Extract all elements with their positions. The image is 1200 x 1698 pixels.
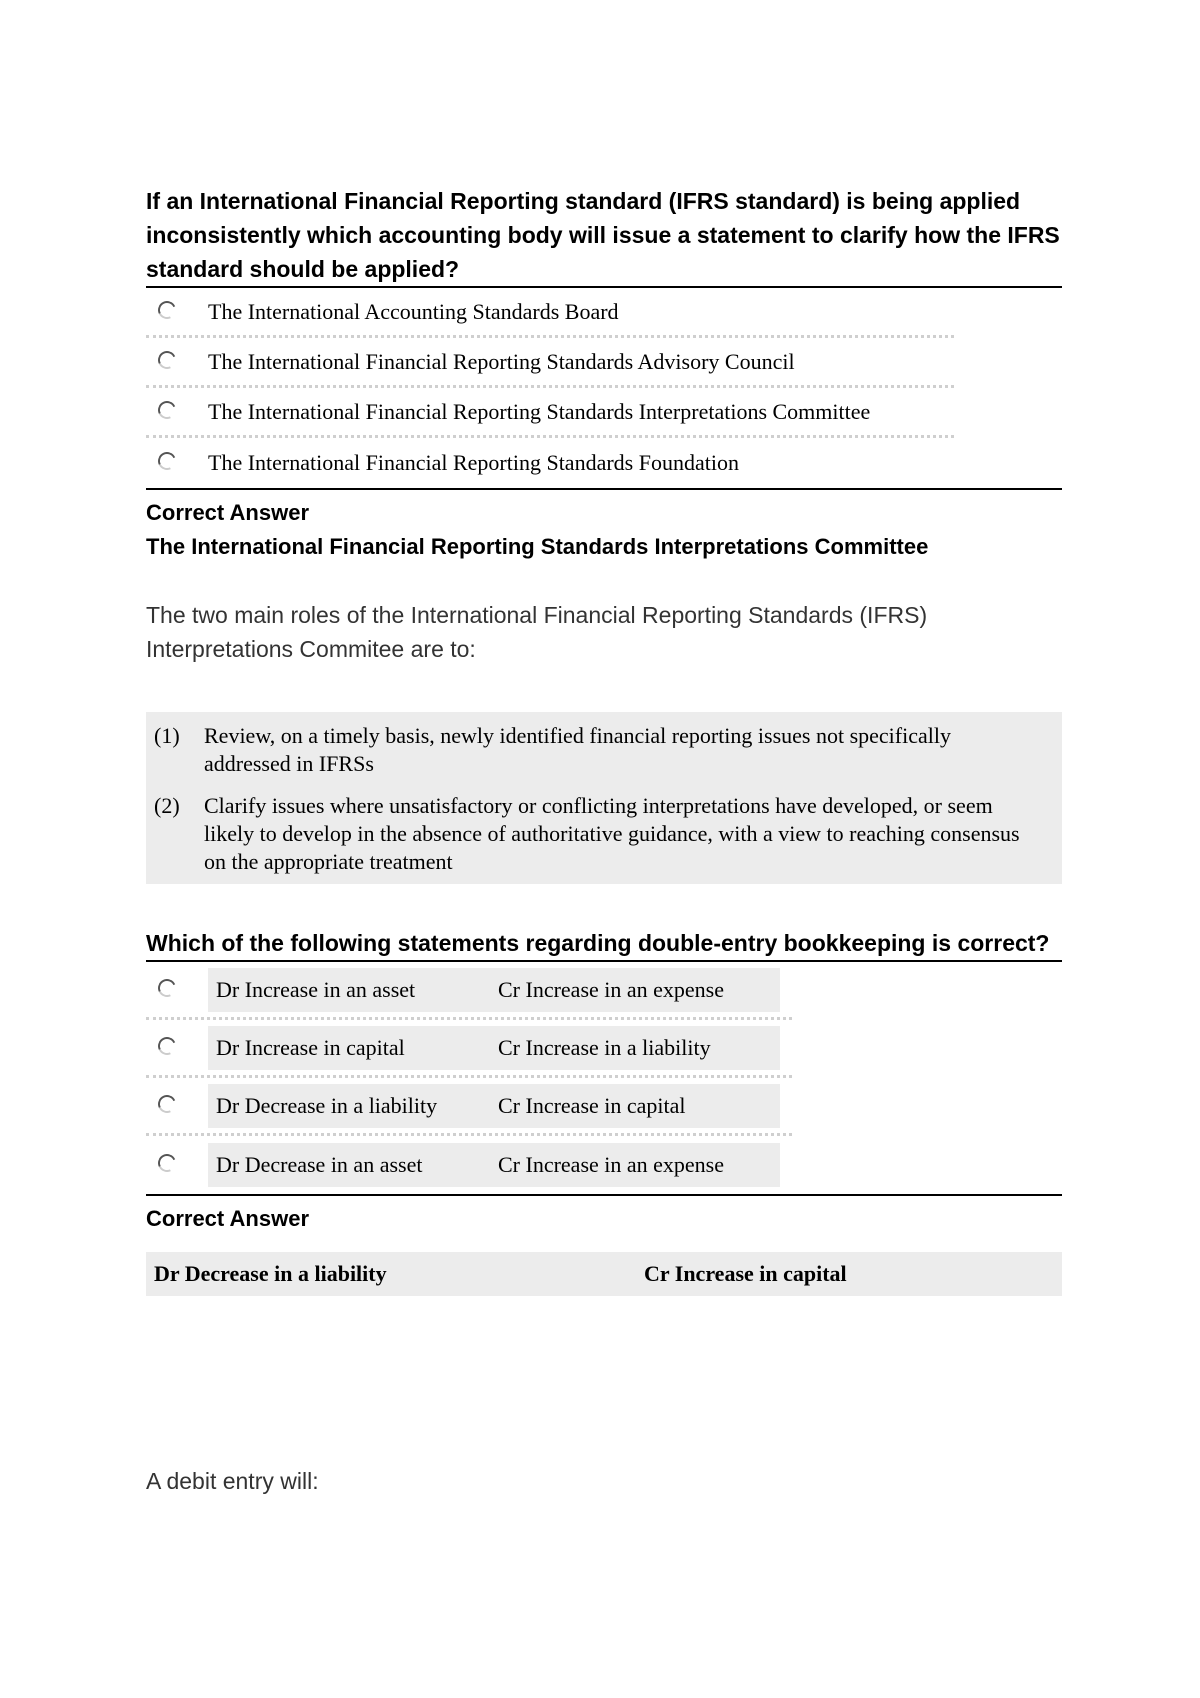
credit-text: Cr Increase in an expense <box>498 976 725 1002</box>
correct-answer-label: Correct Answer <box>146 500 310 525</box>
roles-box <box>146 712 1062 884</box>
role-text: Review, on a timely basis, newly identified financial reporting issues not specifically addressed in IFRSs <box>204 723 951 776</box>
role-text: Clarify issues where unsatisfactory or conflicting interpretations have developed, or seem likely to develop in the absence of authoritative guidance, with a view to reaching consensus on the appropriate treatment <box>204 793 1020 874</box>
option-4[interactable] <box>146 438 954 488</box>
divider <box>146 488 1062 490</box>
debit-text: Dr Decrease in an asset <box>216 1152 423 1177</box>
radio-icon <box>155 298 178 321</box>
credit-text: Cr Increase in a liability <box>498 1034 711 1060</box>
radio-button[interactable] <box>146 297 208 327</box>
page-content <box>146 184 1062 1296</box>
radio-icon <box>155 348 178 371</box>
entry-pair <box>208 968 780 1012</box>
radio-button[interactable] <box>146 1150 208 1180</box>
option-label: The International Financial Reporting Standards Advisory Council <box>208 348 795 374</box>
option-label: The International Accounting Standards Board <box>208 298 619 324</box>
correct-answer-text: The International Financial Reporting Standards Interpretations Committee <box>146 534 929 559</box>
debit-text: Dr Decrease in a liability <box>216 1092 438 1118</box>
debit-text: Dr Increase in capital <box>216 1034 405 1060</box>
radio-icon <box>155 1092 178 1115</box>
question-2-title: Which of the following statements regarding double-entry bookkeeping is correct? <box>146 926 1062 962</box>
entry-pair <box>208 1143 780 1187</box>
entry-pair <box>208 1084 780 1128</box>
radio-button[interactable] <box>146 1033 208 1063</box>
question-1-options <box>146 288 1062 488</box>
radio-icon <box>155 398 178 421</box>
radio-icon <box>155 1034 178 1057</box>
role-number: (2) <box>154 793 180 818</box>
role-item <box>154 722 1032 778</box>
explanation-text: The two main roles of the International Financial Reporting Standards (IFRS) Interpretations Commitee are to: <box>146 602 928 662</box>
radio-icon <box>155 449 178 472</box>
radio-button[interactable] <box>146 975 208 1005</box>
radio-button[interactable] <box>146 1091 208 1121</box>
option-label: The International Financial Reporting Standards Foundation <box>208 450 739 475</box>
role-item <box>154 792 1032 876</box>
radio-icon <box>155 976 178 999</box>
question-3-title: A debit entry will: <box>146 1468 319 1494</box>
correct-answer-label: Correct Answer <box>146 1206 310 1231</box>
radio-button[interactable] <box>146 397 208 427</box>
correct-answer-row <box>146 1252 1062 1296</box>
divider <box>146 1194 1062 1196</box>
correct-credit-text: Cr Increase in capital <box>644 1261 847 1286</box>
option-3[interactable] <box>146 388 954 438</box>
radio-button[interactable] <box>146 448 208 478</box>
credit-text: Cr Increase in capital <box>498 1092 686 1118</box>
option-label: The International Financial Reporting Standards Interpretations Committee <box>208 398 871 424</box>
entry-pair <box>208 1026 780 1070</box>
option-2[interactable] <box>146 338 954 388</box>
option-3[interactable] <box>146 1078 792 1136</box>
option-1[interactable] <box>146 962 792 1020</box>
question-1-title: If an International Financial Reporting standard (IFRS standard) is being applied inconsistently which accounting body will issue a statement to clarify how the IFRS standard should be applied? <box>146 184 1062 288</box>
option-2[interactable] <box>146 1020 792 1078</box>
question-2-options <box>146 962 1062 1194</box>
option-4[interactable] <box>146 1136 792 1194</box>
option-1[interactable] <box>146 288 954 338</box>
radio-button[interactable] <box>146 347 208 377</box>
radio-icon <box>155 1151 178 1174</box>
debit-text: Dr Increase in an asset <box>216 976 416 1002</box>
credit-text: Cr Increase in an expense <box>498 1152 725 1177</box>
correct-debit-text: Dr Decrease in a liability <box>154 1261 387 1286</box>
role-number: (1) <box>154 723 180 748</box>
